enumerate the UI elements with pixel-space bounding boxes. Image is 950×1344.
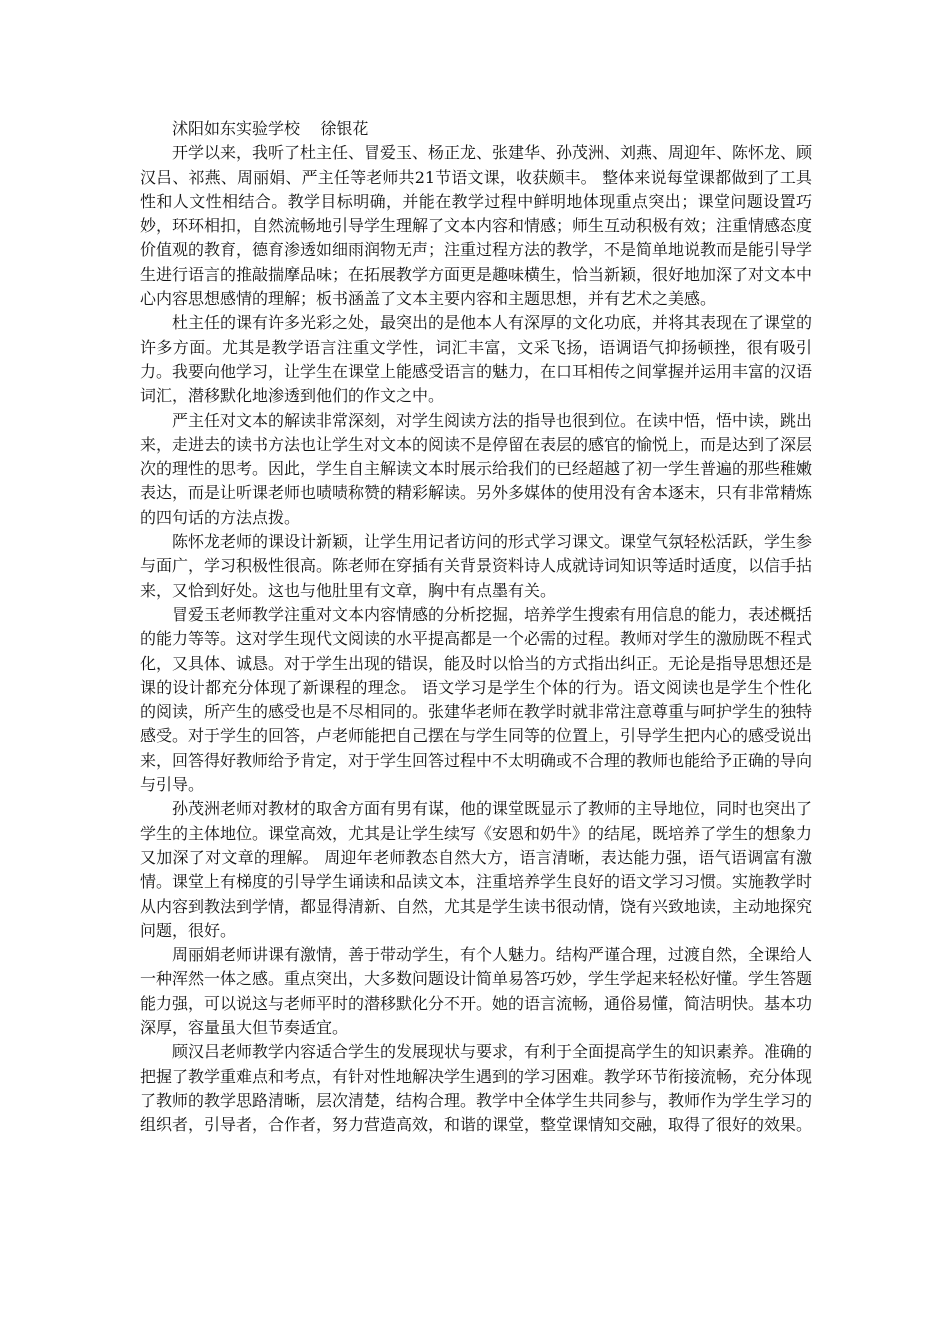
paragraph-mao: 冒爱玉老师教学注重对文本内容情感的分析挖掘，培养学生搜索有用信息的能力，表述概括的能力等等。这对学生现代文阅读的水平提高都是一个必需的过程。教师对学生的激励既不程式化，又具体、诚恳。对于学生出现的错误，能及时以恰当的方式指出纠正。无论是指导思想还是课的设计都充分体现了新课程的理念。 语文学习是学生个体的行为。语文阅读也是学生个性化的阅读，所产生的感受也是不尽相同的。张建华老师在教学时就非常注意尊重与呵护学生的独特感受。对于学生的回答，卢老师能把自己摆在与学生同等的位置上，引导学生把内心的感受说出来，回答得好教师给予肯定，对于学生回答过程中不太明确或不合理的教师也能给予正确的导向与引导。 xyxy=(140,604,813,795)
paragraph-chen: 陈怀龙老师的课设计新颖，让学生用记者访问的形式学习课文。课堂气氛轻松活跃，学生参与面广，学习积极性很高。陈老师在穿插有关背景资料诗人成就诗词知识等适时适度，以信手拈来，又恰到好处。这也与他肚里有文章，胸中有点墨有关。 xyxy=(140,532,813,600)
paragraph-overview: 开学以来，我听了杜主任、冒爱玉、杨正龙、张建华、孙茂洲、刘燕、周迎年、陈怀龙、顾汉吕、祁燕、周丽娟、严主任等老师共21节语文课，收获颇丰。 整体来说每堂课都做到了工具性和人文性相结合。教学目标明确，并能在教学过程中鲜明地体现重点突出；课堂问题设置巧妙，环环相扣，自然流畅地引导学生理解了文本内容和情感；师生互动积极有效；注重情感态度价值观的教育，德育渗透如细雨润物无声；注重过程方法的教学，不是简单地说教而是能引导学生进行语言的推敲揣摩品味；在拓展教学方面更是趣味横生，恰当新颖，很好地加深了对文本中心内容思想感情的理解；板书涵盖了文本主要内容和主题思想，并有艺术之美感。 xyxy=(140,143,813,309)
paragraph-du: 杜主任的课有许多光彩之处，最突出的是他本人有深厚的文化功底，并将其表现在了课堂的许多方面。尤其是教学语言注重文学性，词汇丰富，文采飞扬，语调语气抑扬顿挫，很有吸引力。我要向他学习，让学生在课堂上能感受语言的魅力，在口耳相传之间掌握并运用丰富的汉语词汇，潜移默化地渗透到他们的作文之中。 xyxy=(140,313,813,406)
paragraph-sun: 孙茂洲老师对教材的取舍方面有男有谋，他的课堂既显示了教师的主导地位，同时也突出了学生的主体地位。课堂高效，尤其是让学生续写《安恩和奶牛》的结尾，既培养了学生的想象力又加深了对文章的理解。 周迎年老师教态自然大方，语言清晰，表达能力强，语气语调富有激情。课堂上有梯度的引导学生诵读和品读文本，注重培养学生良好的语文学习习惯。实施教学时从内容到教法到学情，都显得清新、自然，尤其是学生读书很动情，饶有兴致地读，主动地探究问题，很好。 xyxy=(140,799,813,940)
paragraph-yan: 严主任对文本的解读非常深刻，对学生阅读方法的指导也很到位。在读中悟，悟中读，跳出来，走进去的读书方法也让学生对文本的阅读不是停留在表层的感官的愉悦上，而是达到了深层次的理性的思考。因此，学生自主解读文本时展示给我们的已经超越了初一学生普遍的那些稚嫩表达，而是让听课老师也啧啧称赞的精彩解读。另外多媒体的使用没有舍本逐末，只有非常精炼的四句话的方法点拨。 xyxy=(140,410,813,527)
author-line: 沭阳如东实验学校 徐银花 xyxy=(172,119,369,138)
paragraph-zhou: 周丽娟老师讲课有激情，善于带动学生，有个人魅力。结构严谨合理，过渡自然，全课给人一种浑然一体之感。重点突出，大多数问题设计简单易答巧妙，学生学起来轻松好懂。学生答题能力强，可以说这与老师平时的潜移默化分不开。她的语言流畅，通俗易懂，简洁明快。基本功深厚，容量虽大但节奏适宜。 xyxy=(140,945,813,1037)
paragraph-gu: 顾汉吕老师教学内容适合学生的发展现状与要求，有利于全面提高学生的知识素养。准确的把握了教学重难点和考点，有针对性地解决学生遇到的学习困难。教学环节衔接流畅，充分体现了教师的教学思路清晰，层次清楚，结构合理。教学中全体学生共同参与，教师作为学生学习的组织者，引导者，合作者，努力营造高效，和谐的课堂，整堂课情知交融，取得了很好的效果。 xyxy=(140,1042,813,1135)
document-body xyxy=(140,117,812,1137)
